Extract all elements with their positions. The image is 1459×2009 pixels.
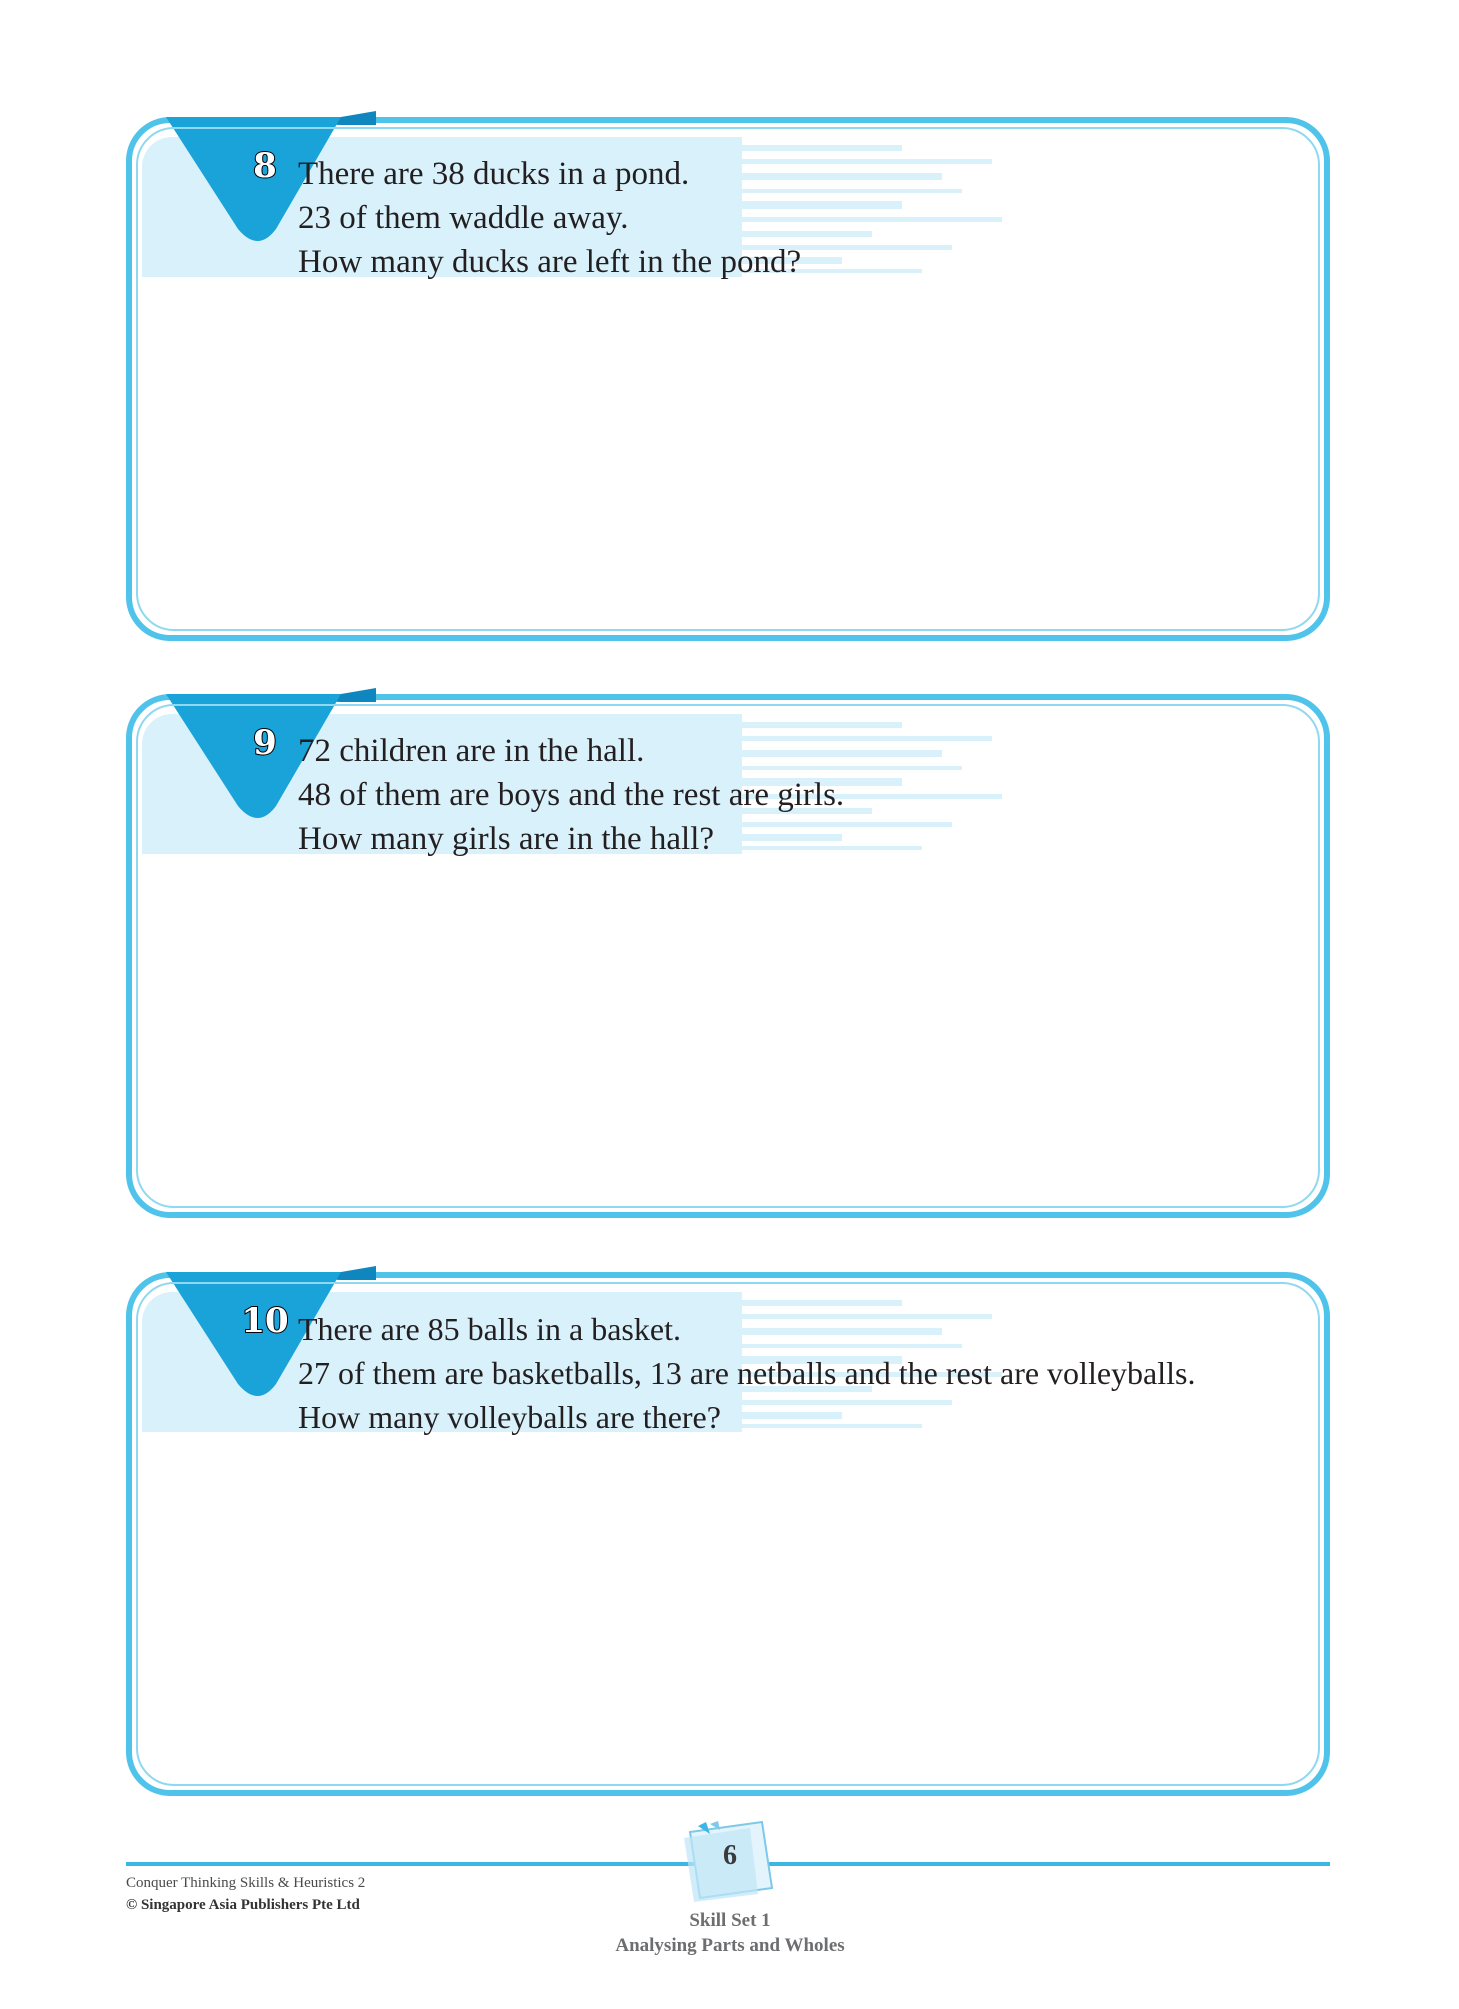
- copyright-notice: © Singapore Asia Publishers Pte Ltd: [126, 1897, 360, 1913]
- question-line: There are 38 ducks in a pond.: [298, 156, 690, 192]
- footer-publisher-info: [126, 1872, 365, 1916]
- question-text: [298, 729, 844, 861]
- question-number: 9: [253, 723, 277, 763]
- question-line: There are 85 balls in a basket.: [298, 1311, 681, 1347]
- question-line: 72 children are in the hall.: [298, 733, 645, 769]
- question-number: 8: [253, 146, 277, 186]
- question-number: 10: [241, 1301, 289, 1341]
- question-line: How many ducks are left in the pond?: [298, 244, 802, 280]
- question-text: [298, 152, 801, 284]
- question-box-9: [126, 694, 1330, 1218]
- question-line: 23 of them waddle away.: [298, 200, 629, 236]
- book-title: Conquer Thinking Skills & Heuristics 2: [126, 1875, 366, 1891]
- question-box-10: [126, 1272, 1330, 1796]
- skill-set-label: Skill Set 1: [689, 1910, 771, 1931]
- question-line: 27 of them are basketballs, 13 are netballs and the rest are volleyballs.: [298, 1355, 1196, 1391]
- footer-skill-info: [480, 1908, 980, 1958]
- question-line: How many girls are in the hall?: [298, 821, 715, 857]
- question-text: [298, 1307, 1195, 1439]
- page-number: 6: [723, 1840, 737, 1871]
- question-line: How many volleyballs are there?: [298, 1399, 721, 1435]
- question-line: 48 of them are boys and the rest are girls.: [298, 777, 845, 813]
- skill-set-name: Analysing Parts and Wholes: [615, 1935, 845, 1956]
- question-box-8: [126, 117, 1330, 641]
